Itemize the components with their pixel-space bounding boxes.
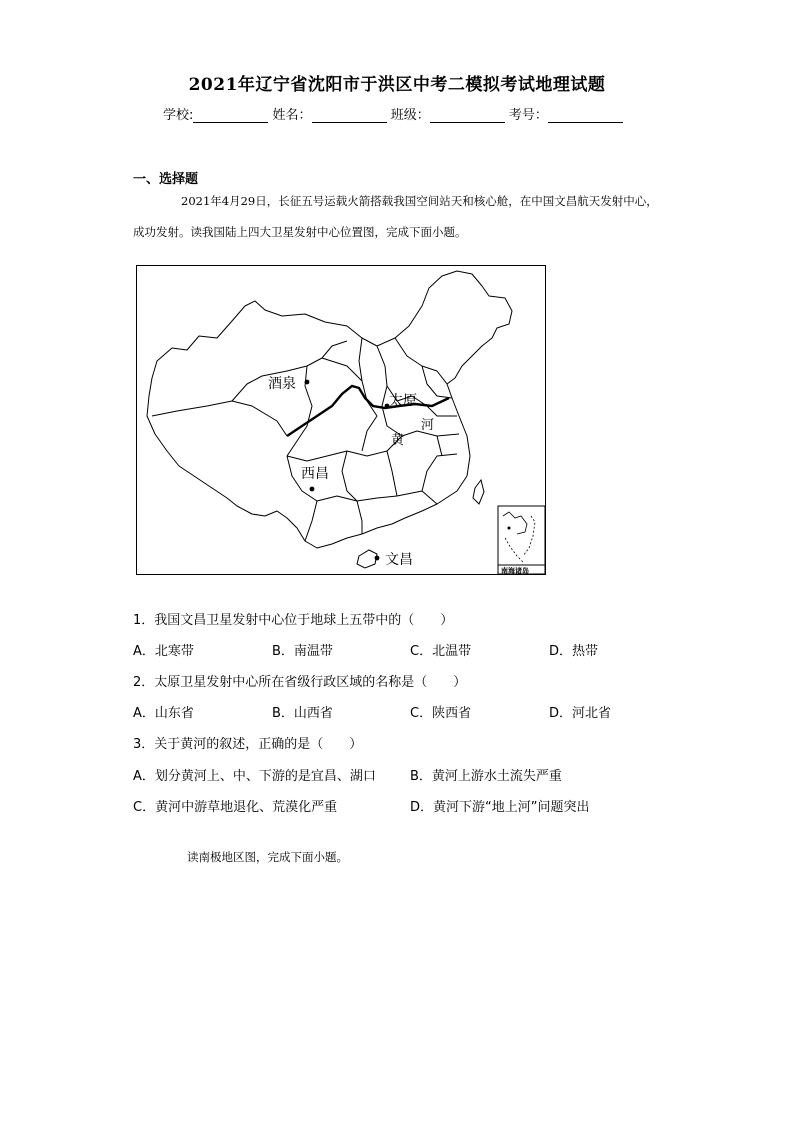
class-label: 班级： bbox=[390, 108, 430, 123]
hainan-island bbox=[357, 550, 377, 568]
q3-option-b[interactable]: B．黄河上游水土流失严重 bbox=[410, 769, 562, 784]
taiwan-island bbox=[473, 480, 484, 504]
exam-no-blank[interactable] bbox=[548, 108, 623, 123]
inset-label: 南海诸岛 bbox=[501, 566, 529, 574]
q1-option-c[interactable]: C．北温带 bbox=[410, 644, 472, 659]
exam-title: 2021年辽宁省沈阳市于洪区中考二模拟考试地理试题 bbox=[188, 75, 606, 95]
q1-option-b[interactable]: B．南温带 bbox=[272, 644, 333, 659]
country-outline bbox=[147, 271, 512, 548]
he-label: 河 bbox=[421, 418, 435, 433]
jiuquan-label: 酒泉 bbox=[268, 376, 296, 392]
huang-label: 黄 bbox=[391, 433, 405, 448]
intro-paragraph: 2021年4月29日，长征五号运载火箭搭载我国空间站天和核心舱，在中国文昌航天发射中心，成功发射。读我国陆上四大卫星发射中心位置图，完成下面小题。 bbox=[133, 194, 658, 239]
q2-option-c[interactable]: C．陕西省 bbox=[410, 706, 472, 721]
student-info-line bbox=[163, 104, 623, 123]
wenchang-label: 文昌 bbox=[385, 552, 413, 568]
q2-option-a[interactable]: A．山东省 bbox=[133, 706, 194, 721]
wenchang-marker bbox=[375, 556, 380, 561]
taiyuan-label: 太原 bbox=[389, 393, 417, 409]
xichang-label: 西昌 bbox=[301, 466, 329, 482]
south-china-sea-inset bbox=[498, 506, 545, 574]
q1-option-d[interactable]: D．热带 bbox=[549, 644, 599, 659]
china-map-figure bbox=[136, 265, 546, 575]
exam-no-label: 考号： bbox=[508, 108, 548, 123]
class-blank[interactable] bbox=[430, 108, 505, 123]
q1-option-a[interactable]: A．北寒带 bbox=[133, 644, 194, 659]
q2-option-b[interactable]: B．山西省 bbox=[272, 706, 333, 721]
section-title: 一、选择题 bbox=[133, 172, 199, 187]
xichang-marker bbox=[310, 487, 315, 492]
question-3-stem: 3．关于黄河的叙述，正确的是（ ） bbox=[133, 737, 363, 752]
q2-option-d[interactable]: D．河北省 bbox=[549, 706, 612, 721]
name-blank[interactable] bbox=[312, 108, 387, 123]
q3-option-a[interactable]: A．划分黄河上、中、下游的是宜昌、湖口 bbox=[133, 769, 376, 784]
school-blank[interactable] bbox=[193, 108, 268, 123]
q3-option-d[interactable]: D．黄河下游“地上河”问题突出 bbox=[410, 800, 590, 815]
next-question-intro: 读南极地区图，完成下面小题。 bbox=[187, 850, 348, 864]
question-1-stem: 1．我国文昌卫星发射中心位于地球上五带中的（ ） bbox=[133, 613, 454, 628]
question-2-stem: 2．太原卫星发射中心所在省级行政区域的名称是（ ） bbox=[133, 675, 467, 690]
school-label: 学校: bbox=[163, 108, 194, 123]
jiuquan-marker bbox=[305, 380, 310, 385]
q3-option-c[interactable]: C．黄河中游草地退化、荒漠化严重 bbox=[133, 800, 338, 815]
china-map-svg bbox=[137, 266, 545, 574]
name-label: 姓名： bbox=[272, 108, 312, 123]
